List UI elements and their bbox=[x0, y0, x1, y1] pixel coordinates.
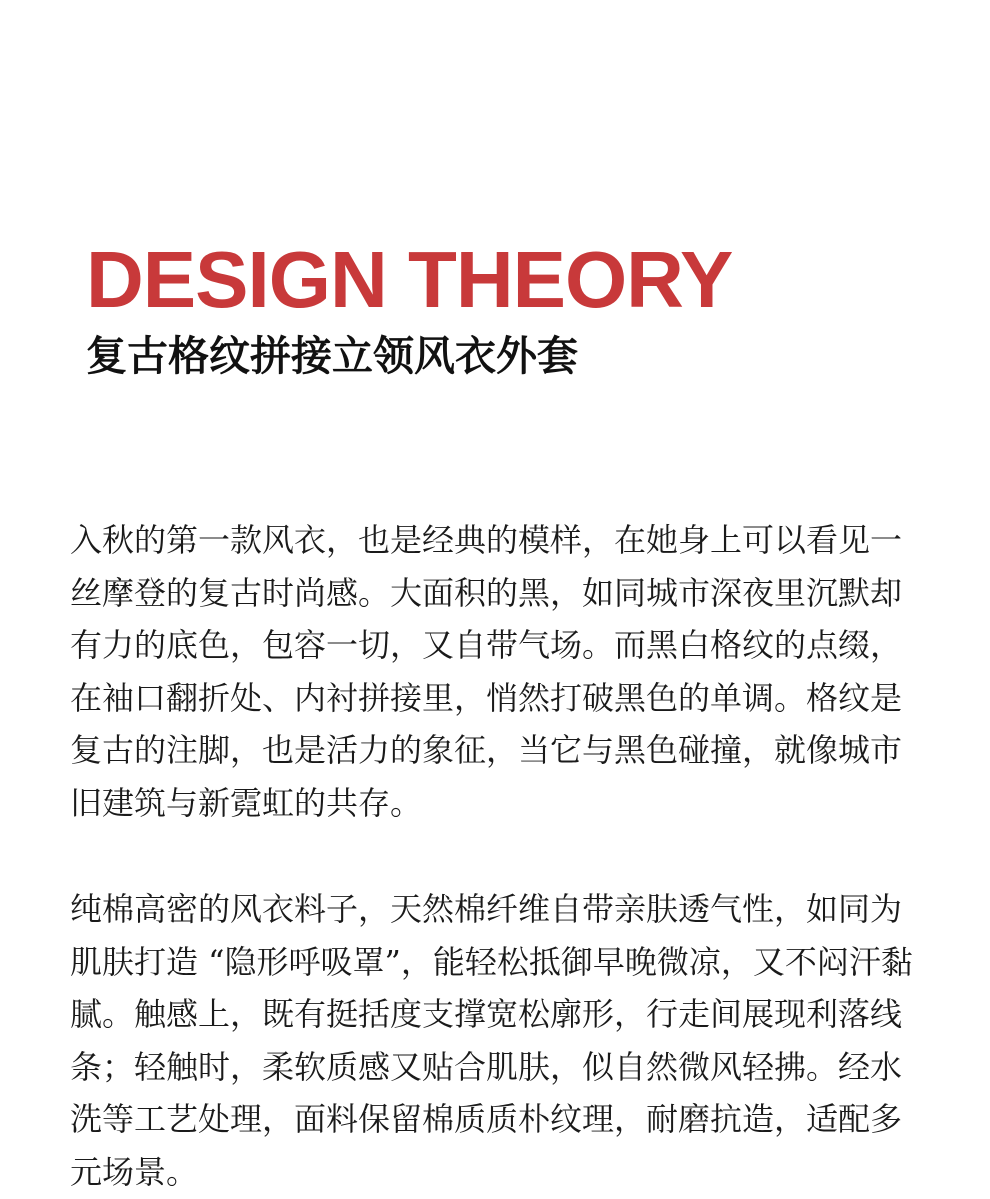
body-paragraph-1: 入秋的第一款风衣，也是经典的模样，在她身上可以看见一丝摩登的复古时尚感。大面积的黑，如同城市深夜里沉默却有力的底色，包容一切，又自带气场。而黑白格纹的点缀，在袖口翻折处、内衬拼接里，悄然打破黑色的单调。格纹是复古的注脚，也是活力的象征，当它与黑色碰撞，就像城市旧建筑与新霓虹的共存。 bbox=[70, 521, 903, 822]
title-english: DESIGN THEORY bbox=[86, 235, 733, 324]
title-chinese: 复古格纹拼接立领风衣外套 bbox=[86, 332, 578, 380]
body-paragraph-2: 纯棉高密的风衣料子，天然棉纤维自带亲肤透气性，如同为肌肤打造 “隐形呼吸罩”，能轻松抵御早晚微凉，又不闷汗黏腻。触感上，既有挺括度支撑宽松廓形，行走间展现利落线条；轻触时，柔软质感又贴合肌肤，似自然微风轻拂。经水洗等工艺处理，面料保留棉质质朴纹理，耐磨抗造，适配多元场景。 bbox=[70, 890, 913, 1191]
